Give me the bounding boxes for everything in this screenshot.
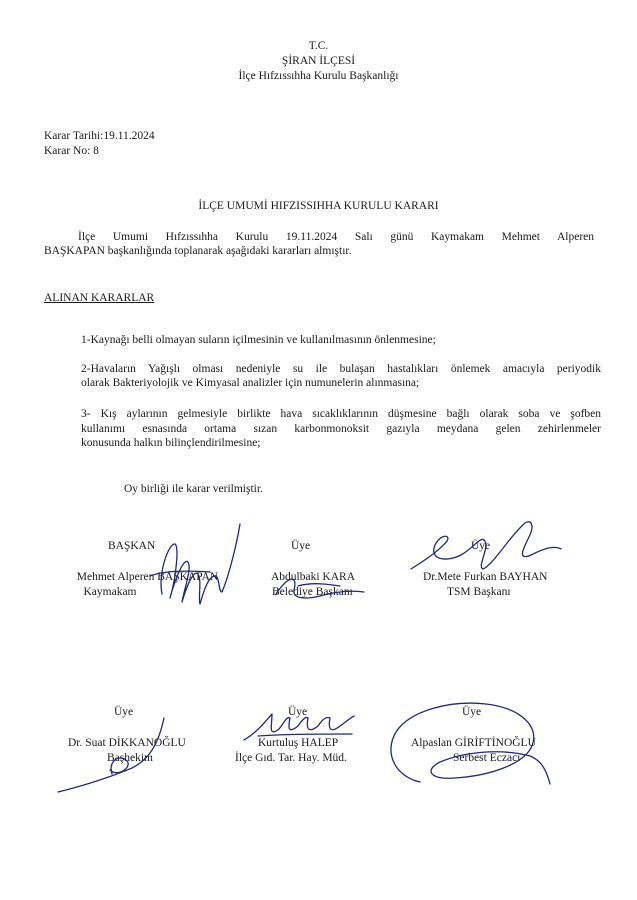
signatory-6-name: Alpaslan GİRİFTİNOĞLU	[411, 737, 536, 749]
intro-line-1: İlçe Umumi Hıfzıssıhha Kurulu 19.11.2024 Salı günü Kaymakam Mehmet Alperen	[78, 231, 594, 243]
intro-line-2: BAŞKAPAN başkanlığında toplanarak aşağıdaki kararları almıştır.	[44, 245, 352, 257]
decision-item-3-line-3: konusunda halkın bilinçlendirilmesine;	[81, 437, 261, 449]
decision-number: Karar No: 8	[44, 145, 99, 157]
header-tc: T.C.	[308, 40, 329, 52]
signatory-3-role: Üye	[471, 540, 491, 552]
signatory-4-role: Üye	[114, 706, 134, 718]
signatory-3-name: Dr.Mete Furkan BAYHAN	[423, 571, 548, 583]
closing-statement: Oy birliği ile karar verilmiştir.	[124, 483, 263, 495]
decision-item-2-line-1: 2-Havaların Yağışlı olması nedeniyle su ile bulaşan hastalıkları önlemek amacıyla periyodik	[81, 363, 601, 375]
signatory-2-name: Abdulbaki KARA	[271, 571, 356, 583]
decision-date: Karar Tarihi:19.11.2024	[44, 130, 155, 142]
signatory-2-title: Belediye Başkanı	[272, 586, 353, 598]
signatory-2-role: Üye	[291, 540, 311, 552]
signatory-4-title: Başhekim	[107, 752, 153, 764]
signatory-5-name: Kurtuluş HALEP	[258, 737, 339, 749]
signatory-1-name: Mehmet Alperen BAŞKAPAN	[76, 571, 219, 583]
signatory-6-title: Serbest Eczacı	[453, 752, 521, 764]
decision-item-3-line-2: kullanımı esnasında ortama sızan karbonmonoksit gazıyla meydana gelen zehirlenmeler	[81, 423, 601, 435]
decisions-heading: ALINAN KARARLAR	[44, 292, 155, 304]
document-title: İLÇE UMUMİ HIFZISSIHHA KURULU KARARI	[198, 200, 439, 212]
decision-item-2-line-2: olarak Bakteriyolojik ve Kimyasal analizler için numunelerin alınmasına;	[81, 377, 420, 389]
signatory-5-role: Üye	[288, 706, 308, 718]
header-district: ŞİRAN İLÇESİ	[281, 55, 356, 67]
signatory-3-title: TSM Başkanı	[447, 586, 511, 598]
header-office: İlçe Hıfzıssıhha Kurulu Başkanlığı	[238, 70, 399, 82]
signatory-4-name: Dr. Suat DİKKANOĞLU	[68, 737, 186, 749]
decision-item-1: 1-Kaynağı belli olmayan suların içilmesinin ve kullanılmasının önlenmesine;	[81, 334, 436, 346]
signatory-6-role: Üye	[462, 706, 482, 718]
decision-item-3-line-1: 3- Kış aylarının gelmesiyle birlikte hava sıcaklıklarının düşmesine bağlı olarak soba ve şofben	[81, 408, 601, 420]
signatory-1-role: BAŞKAN	[108, 540, 156, 552]
signatory-5-title: İlçe Gıd. Tar. Hay. Müd.	[235, 752, 347, 764]
signatory-1-title: Kaymakam	[83, 586, 137, 598]
